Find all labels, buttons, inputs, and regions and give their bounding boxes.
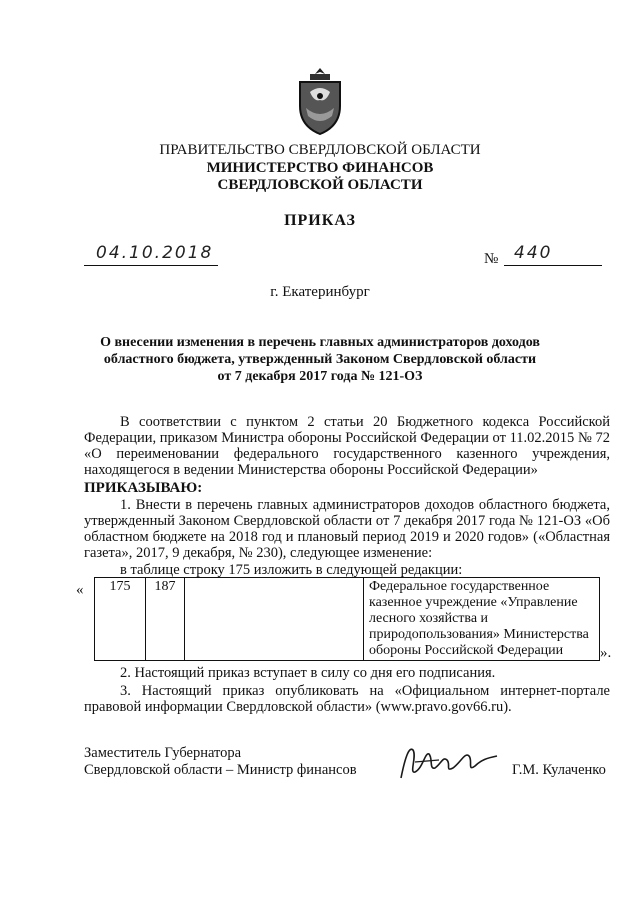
item-1-text: 1. Внести в перечень главных администраторов доходов областного бюджета, утвержденный Законом Свердловской области от 7 декабря 2017 года № 121-ОЗ «Об областном бюджете на 2018 год и плановый период 2019 и 2020 годов» («Областная газета», 2017, 9 декабря, № 230), следующее изменение:: [84, 497, 610, 561]
document-type: ПРИКАЗ: [284, 212, 356, 229]
table-close-quote: ».: [600, 645, 612, 661]
preamble-text: В соответствии с пунктом 2 статьи 20 Бюджетного кодекса Российской Федерации, приказом Министра обороны Российской Федерации от 11.02.2015 № 72 «О переименовании федерального государственного казенного учреждения, находящегося в ведении Министерства обороны Российской Федерации»: [84, 414, 610, 478]
subject-block: [100, 334, 540, 385]
position-line1: Заместитель Губернатора: [84, 745, 242, 761]
subject-line1: О внесении изменения в перечень главных администраторов доходов: [100, 335, 540, 350]
subject-line2: областного бюджета, утвержденный Законом Свердловской области: [103, 352, 537, 367]
item-3: [84, 683, 610, 715]
city: г. Екатеринбург: [270, 284, 370, 300]
number-field: [504, 245, 602, 266]
government-title: ПРАВИТЕЛЬСТВО СВЕРДЛОВСКОЙ ОБЛАСТИ: [159, 142, 481, 158]
handwritten-signature: [395, 738, 505, 788]
item-1: [84, 497, 610, 561]
item-2-text: 2. Настоящий приказ вступает в силу со дня его подписания.: [120, 665, 496, 681]
coat-of-arms-emblem: [292, 66, 348, 136]
item-3-text: 3. Настоящий приказ опубликовать на «Официальном интернет-портале правовой информации Свердловской области» (www.pravo.gov66.ru).: [84, 683, 610, 715]
preamble: [84, 414, 610, 478]
signatory-name: Г.М. Кулаченко: [512, 762, 606, 778]
table-intro: в таблице строку 175 изложить в следующей редакции:: [120, 562, 463, 578]
number-value: 440: [514, 243, 553, 263]
amendment-table: [94, 577, 600, 661]
admin-name-cell: Федеральное государственное казенное учреждение «Управление лесного хозяйства и природопользования» Министерства обороны Российской Федерации: [364, 578, 600, 661]
ministry-title-line2: СВЕРДЛОВСКОЙ ОБЛАСТИ: [217, 177, 423, 193]
row-number-cell: 175: [95, 578, 146, 661]
position-line2: Свердловской области – Министр финансов: [84, 762, 357, 778]
item-2: [84, 665, 610, 681]
income-code-cell: [185, 578, 364, 661]
table-open-quote: «: [76, 582, 84, 598]
subject-line3: от 7 декабря 2017 года № 121-ОЗ: [217, 369, 423, 384]
number-label: №: [484, 251, 499, 267]
order-word: ПРИКАЗЫВАЮ:: [84, 480, 203, 496]
ministry-title-line1: МИНИСТЕРСТВО ФИНАНСОВ: [206, 160, 434, 176]
signatory-position: [84, 745, 357, 779]
date-field: [84, 245, 218, 266]
admin-code-cell: 187: [146, 578, 185, 661]
date-value: 04.10.2018: [96, 243, 214, 263]
table-row: [95, 578, 600, 661]
